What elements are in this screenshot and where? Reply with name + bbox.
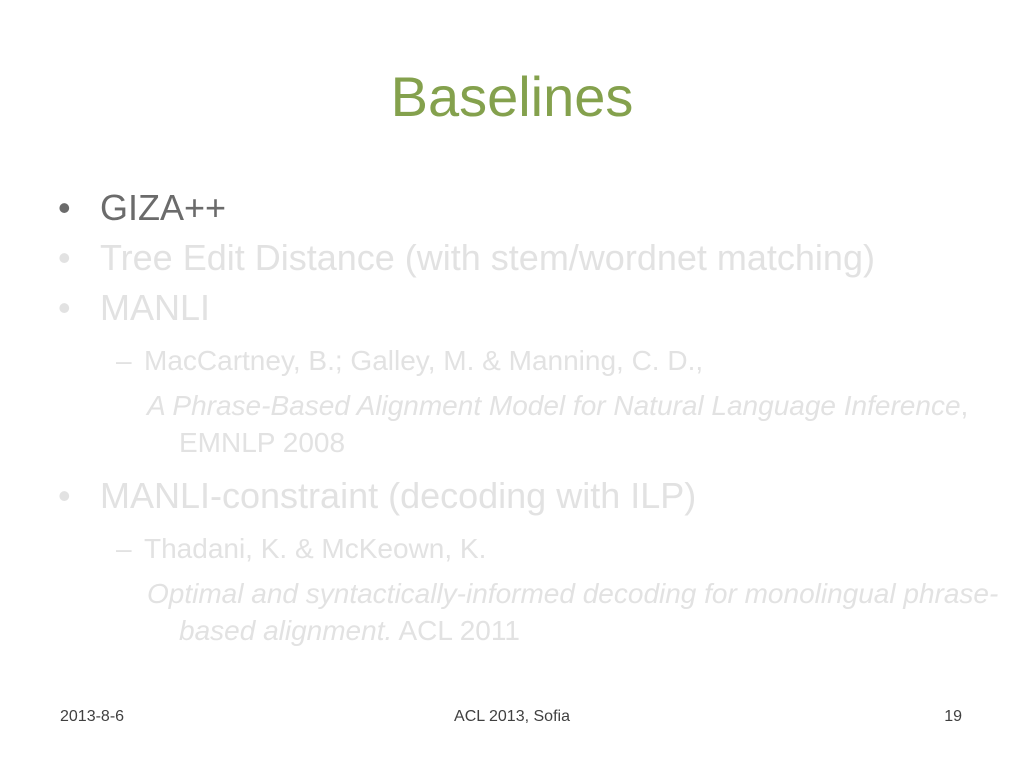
manli-venue: , EMNLP 2008 [179,390,969,458]
manli-paper-title: A Phrase-Based Alignment Model for Natural Language Inference [147,390,961,421]
dash-mark: – [116,533,132,564]
bullet-tree-edit-distance [58,233,988,283]
bullet-manli-constraint [58,471,988,521]
bullet-mark: • [58,187,71,228]
manli-authors-text: MacCartney, B.; Galley, M. & Manning, C. D., [144,345,704,376]
constraint-paper-title: Optimal and syntactically-informed decoding for monolingual phrase-based alignment. [147,578,999,646]
bullet-text: MANLI-constraint (decoding with ILP) [100,475,697,516]
constraint-authors [58,529,988,569]
footer-page-number: 19 [944,708,962,725]
footer-date: 2013-8-6 [60,708,125,725]
bullet-mark: • [58,475,71,516]
bullet-manli [58,283,988,333]
manli-authors [58,341,988,381]
bullet-text: Tree Edit Distance (with stem/wordnet matching) [100,237,875,278]
constraint-reference [90,575,999,649]
slide-title: Baselines [390,65,634,128]
bullet-mark: • [58,237,71,278]
bullet-giza [58,183,988,233]
constraint-authors-text: Thadani, K. & McKeown, K. [144,533,487,564]
slide-content [58,183,999,649]
footer-venue: ACL 2013, Sofia [454,708,570,725]
manli-reference [90,387,999,461]
bullet-text: MANLI [100,287,211,328]
bullet-mark: • [58,287,71,328]
constraint-venue: ACL 2011 [392,615,520,646]
bullet-text: GIZA++ [100,187,227,228]
dash-mark: – [116,345,132,376]
